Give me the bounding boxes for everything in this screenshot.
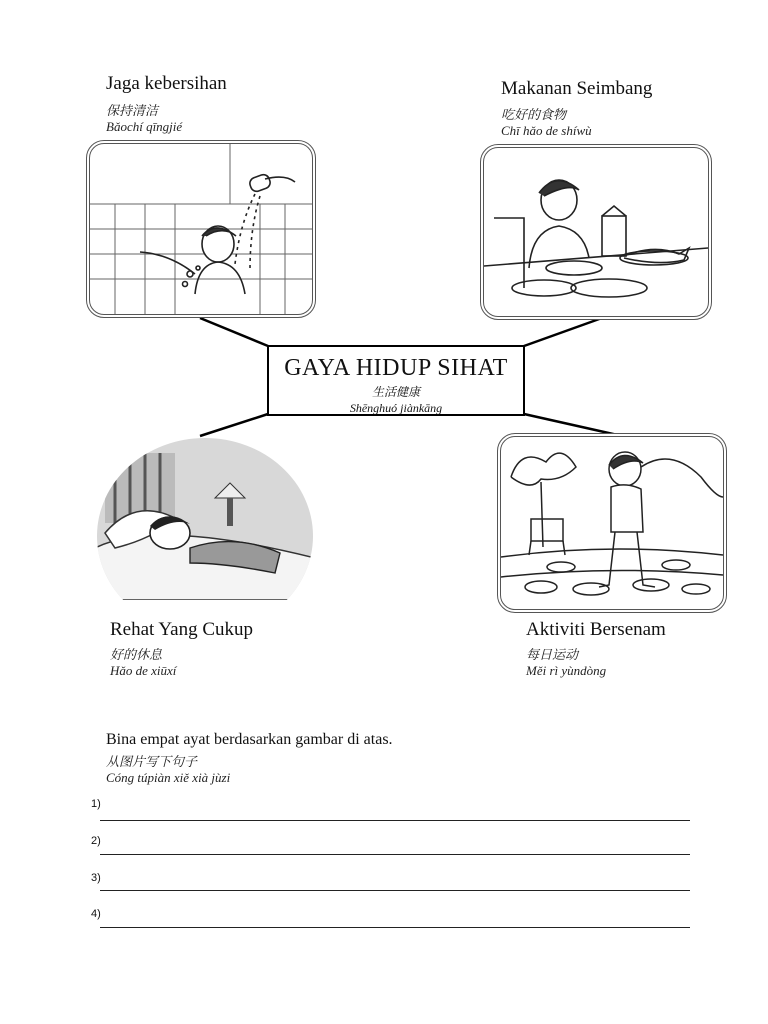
shower-illustration [86,140,316,318]
answer-number-4: 4) [91,908,101,920]
panel-cn-hygiene: 保持清洁 [106,104,159,119]
center-cn: 生活健康 [371,385,420,399]
panel-pinyin-rest: Hǎo de xiūxí [110,663,177,678]
answer-line-3[interactable] [100,890,690,891]
panel-title-hygiene: Jaga kebersihan [106,73,227,94]
panel-pinyin-food: Chī hǎo de shíwù [501,123,592,138]
sleeping-illustration [95,438,315,600]
answer-number-1: 1) [91,798,101,810]
instruction-text: Bina empat ayat berdasarkan gambar di atas. [106,731,393,748]
center-title: GAYA HIDUP SIHAT [284,355,508,381]
panel-title-food: Makanan Seimbang [501,78,653,99]
center-pinyin: Shēnghuó jiànkāng [349,401,443,415]
panel-pinyin-exercise: Měi rì yùndòng [526,663,607,678]
answer-line-2[interactable] [100,854,690,855]
panel-pinyin-hygiene: Bǎochí qīngjié [106,119,183,134]
panel-cn-rest: 好的休息 [110,648,163,663]
instruction-pinyin: Cóng túpiàn xiě xià jùzi [106,770,231,785]
exercise-illustration [497,433,727,613]
answer-number-3: 3) [91,872,101,884]
answer-number-2: 2) [91,835,101,847]
center-topic-box [267,345,525,416]
instruction-cn: 从图片写下句子 [106,755,198,770]
answer-line-1[interactable] [100,820,690,821]
answer-line-4[interactable] [100,927,690,928]
eating-illustration [480,144,712,320]
panel-cn-exercise: 每日运动 [526,648,579,663]
panel-title-exercise: Aktiviti Bersenam [526,619,666,640]
panel-cn-food: 吃好的食物 [501,108,567,123]
panel-title-rest: Rehat Yang Cukup [110,619,254,640]
